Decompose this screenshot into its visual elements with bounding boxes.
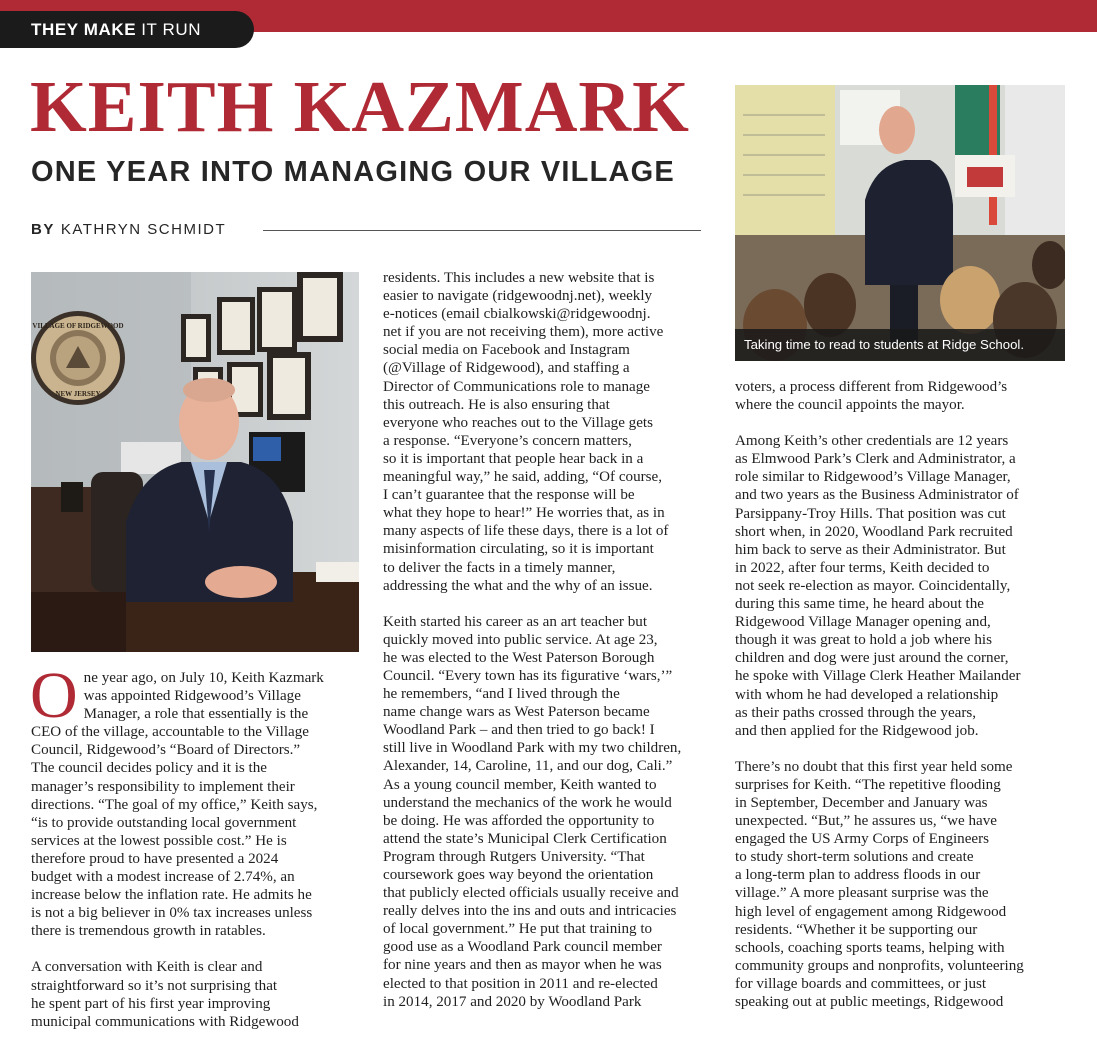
- village-seal-icon: [31, 311, 125, 405]
- paragraph-text: ne year ago, on July 10, Keith Kazmark was appointed Ridgewood’s Village Manager, a role that essentially is the CEO of the village, accountable to the Village Council, Ridgewood’s “Board of Directors.” The council decides policy and it is the manager’s responsibility to implement their directions. “The goal of my office,” Keith says, “is to provide outstanding local government services at the lowest possible cost.” He is therefore proud to have presented a 2024 budget with a modest increase of 2.74%, an increase below the inflation rate. He admits he is not a big believer in 0% tax increases unless there is tremendous growth in ratables.: [31, 670, 324, 940]
- classroom-photo-illustration: [735, 85, 1065, 361]
- portrait-photo: [31, 272, 359, 652]
- drop-cap: O: [30, 659, 78, 732]
- byline: [31, 221, 226, 238]
- article-title: KEITH KAZMARK: [30, 66, 690, 147]
- photo-caption: Taking time to read to students at Ridge School.: [735, 329, 1065, 361]
- paragraph: Among Keith’s other credentials are 12 years as Elmwood Park’s Clerk and Administrator, a role similar to Ridgewood’s Village Manager, and two years as the Business Administrator of Parsippany-Troy Hills. That position was cut short when, in 2020, Woodland Park recruited him back to serve as their Administrator. But in 2022, after four terms, Keith decided to not seek re-election as mayor. Coincidentally, during this same time, he heard about the Ridgewood Village Manager opening and, though it was great to hold a job where his children and dog were just around the corner, he spoke with Village Clerk Heather Mailander with whom he had developed a relationship as their paths crossed through the years, and then applied for the Ridgewood job.: [735, 433, 1021, 739]
- paragraph: [30, 659, 359, 940]
- paragraph: voters, a process different from Ridgewood’s where the council appoints the mayor.: [735, 379, 1008, 414]
- svg-text:VILLAGE OF RIDGEWOOD: VILLAGE OF RIDGEWOOD: [32, 322, 124, 330]
- section-tab: [0, 11, 254, 48]
- article-subtitle: ONE YEAR INTO MANAGING OUR VILLAGE: [31, 156, 675, 188]
- paragraph: residents. This includes a new website that is easier to navigate (ridgewoodnj.net), weekly e-notices (email cbialkowski@ridgewoodnj. net if you are not receiving them), more active social media on Facebook and Instagram (@Village of Ridgewood), and staffing a Director of Communications role to manage this outreach. He is also ensuring that everyone who reaches out to the Village gets a response. “Everyone’s concern matters, so it is important that people hear back in a meaningful way,” he said, adding, “Of course, I can’t guarantee that the response will be what they hope to hear!” He worries that, as in many aspects of life these days, there is a lot of misinformation circulating, so it is important to deliver the facts in a timely manner, addressing the what and the why of an issue.: [383, 270, 669, 594]
- section-label-light: IT RUN: [141, 20, 202, 39]
- author-name: KATHRYN SCHMIDT: [60, 221, 227, 238]
- paragraph: Keith started his career as an art teacher but quickly moved into public service. At age 23, he was elected to the West Paterson Borough Council. “Every town has its figurative ‘wars,’” he remembers, “and I lived through the name change wars as West Paterson became Woodland Park – and then tried to go back! I still live in Woodland Park with my two children, Alexander, 14, Caroline, 11, and our dog, Cali.” As a young council member, Keith wanted to understand the mechanics of the work he would be doing. He was afforded the opportunity to attend the state’s Municipal Clerk Certification Program through Rutgers University. “That coursework goes way beyond the orientation that publicly elected officials usually receive and really delves into the ins and outs and intricacies of local government.” He put that training to good use as a Woodland Park council member for nine years and then as mayor when he was elected to that position in 2011 and re-elected in 2014, 2017 and 2020 by Woodland Park: [383, 613, 682, 1010]
- classroom-photo: [735, 85, 1065, 361]
- portrait-photo-illustration: [31, 272, 359, 652]
- article-column-1: [30, 659, 359, 1049]
- svg-text:NEW JERSEY: NEW JERSEY: [55, 390, 101, 398]
- article-column-2: [383, 269, 713, 1029]
- paragraph: A conversation with Keith is clear and straightforward so it’s not surprising that he spent part of his first year improving municipal communications with Ridgewood: [31, 959, 299, 1030]
- section-label-strong: THEY MAKE: [31, 20, 137, 39]
- paragraph: There’s no doubt that this first year held some surprises for Keith. “The repetitive flooding in September, December and January was unexpected. “But,” he assures us, “we have engaged the US Army Corps of Engineers to study short-term solutions and create a long-term plan to address floods in our village.” A more pleasant surprise was the high level of engagement among Ridgewood residents. “Whether it be supporting our schools, coaching sports teams, helping with community groups and nonprofits, volunteering for village boards and committees, or just speaking out at public meetings, Ridgewood: [735, 758, 1024, 1010]
- byline-rule: [263, 230, 701, 231]
- article-column-3: [735, 378, 1065, 1029]
- byline-prefix: BY: [31, 221, 55, 238]
